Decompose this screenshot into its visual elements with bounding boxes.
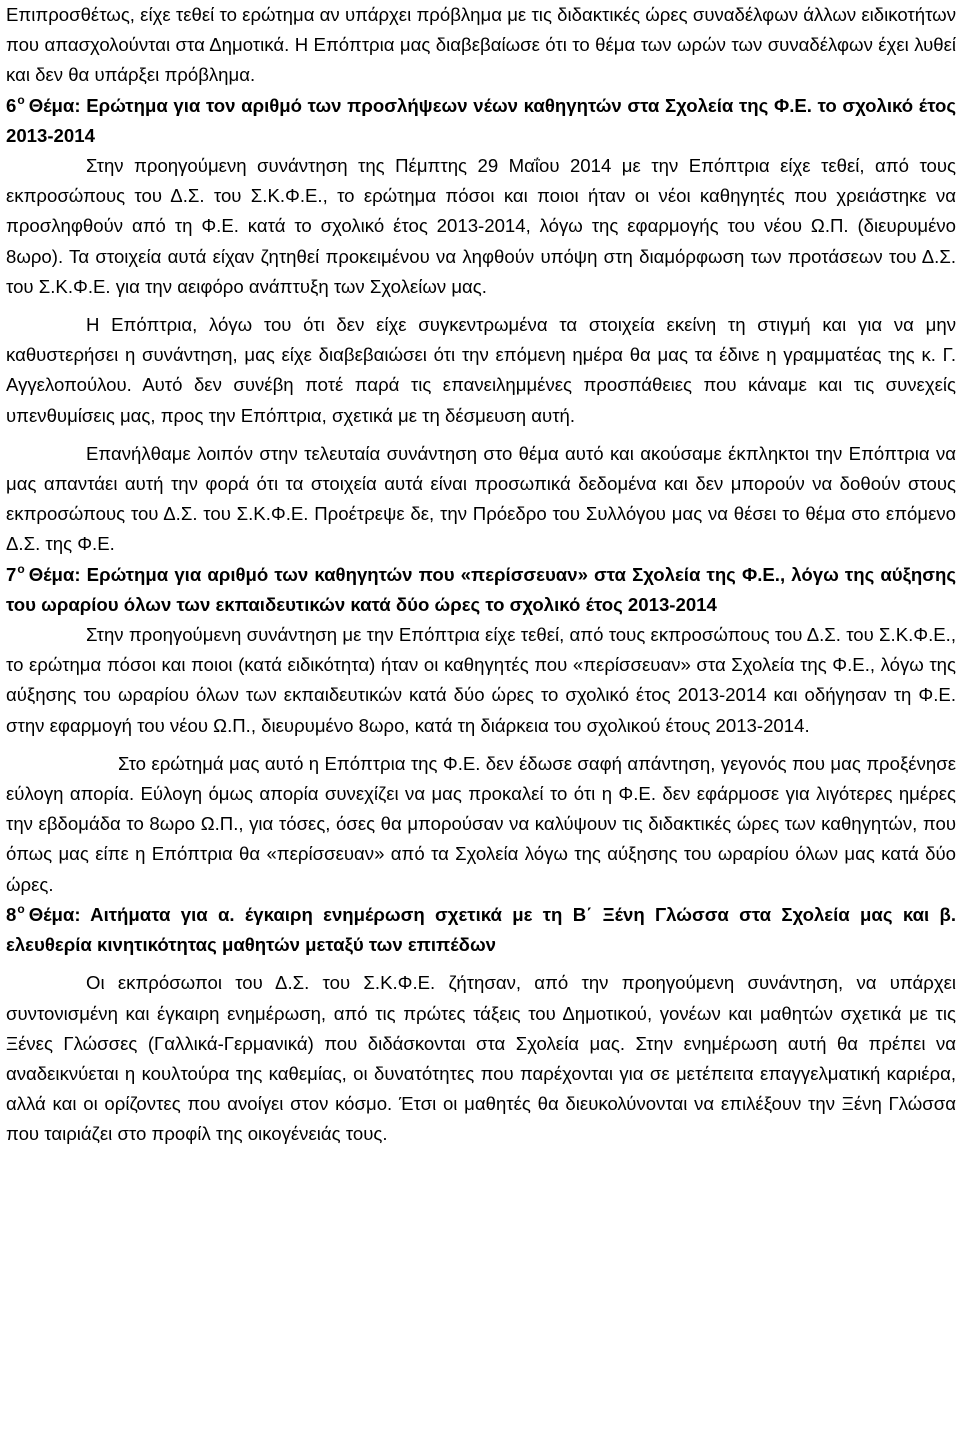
heading-topic-7 [6, 560, 956, 620]
paragraph-7a: Στην προηγούμενη συνάντηση με την Επόπτρια είχε τεθεί, από τους εκπροσώπους του Δ.Σ. του Σ.Κ.Φ.Ε., το ερώτημα πόσοι και ποιοι (κατά ειδικότητα) ήταν οι καθηγητές που «περίσσευαν» στα Σχολεία της Φ.Ε., λόγω της αύξησης του ωραρίου όλων των εκπαιδευτικών κατά δύο ώρες το σχολικό έτος 2013-2014 και οδήγησαν τη Φ.Ε. στην εφαρμογή του νέου Ω.Π., διευρυμένο 8ωρο, κατά τη διάρκεια του σχολικού έτους 2013-2014. [6, 624, 956, 736]
paragraph-6b: Η Επόπτρια, λόγω του ότι δεν είχε συγκεντρωμένα τα στοιχεία εκείνη τη στιγμή και για να μην καθυστερήσει η συνάντηση, μας είχε διαβεβαιώσει ότι την επόμενη ημέρα θα μας τα έδινε η γραμματέας της κ. Γ. Αγγελοπούλου. Αυτό δεν συνέβη ποτέ παρά τις επανειλημμένες προσπάθειες που κάναμε και τις συνεχείς υπενθυμίσεις μας, προς την Επόπτρια, σχετικά με τη δέσμευση αυτή. [6, 314, 956, 426]
heading-number: 6 [6, 94, 17, 116]
paragraph-6c: Επανήλθαμε λοιπόν στην τελευταία συνάντηση στο θέμα αυτό και ακούσαμε έκπληκτοι την Επόπτρια να μας απαντάει αυτή την φορά ότι τα στοιχεία αυτά είναι προσωπικά δεδομένα και δεν μπορούν να δοθούν στους εκπροσώπους του Δ.Σ. του Σ.Κ.Φ.Ε. Προέτρεψε δε, την Πρόεδρο του Συλλόγου μας να θέσει το θέμα στο επόμενο Δ.Σ. της Φ.Ε. [6, 442, 956, 555]
heading-ordinal-sup: ο [17, 901, 25, 916]
heading-number: 8 [6, 903, 17, 925]
paragraph-7b: Στο ερώτημά μας αυτό η Επόπτρια της Φ.Ε. δεν έδωσε σαφή απάντηση, γεγονός που μας προξένησε εύλογη απορία. Εύλογη όμως απορία συνεχίζει να μας προκαλεί το ότι η Φ.Ε. δεν εφάρμοσε για λιγότερες ημέρες την εβδομάδα το 8ωρο Ω.Π., για τόσες, όσες θα μπορούσαν να καλύψουν τις διδακτικές ώρες των καθηγητών, που όπως μας είπε η Επόπτρια θα «περίσσευαν» από τα Σχολεία λόγω της αύξησης του ωραρίου όλων μας κατά δύο ώρες. [6, 752, 956, 895]
heading-ordinal-sup: ο [17, 92, 25, 107]
heading-text: Θέμα: Ερώτημα για τον αριθμό των προσλήψεων νέων καθηγητών στα Σχολεία της Φ.Ε. το σχολικό έτος 2013-2014 [6, 94, 956, 146]
heading-topic-6 [6, 91, 956, 151]
heading-text: Θέμα: Ερώτημα για αριθμό των καθηγητών που «περίσσευαν» στα Σχολεία της Φ.Ε., λόγω της αύξησης του ωραρίου όλων των εκπαιδευτικών κατά δύο ώρες το σχολικό έτος 2013-2014 [6, 563, 956, 615]
heading-topic-8 [6, 900, 956, 960]
heading-ordinal-sup: ο [17, 561, 25, 576]
paragraph-8a: Οι εκπρόσωποι του Δ.Σ. του Σ.Κ.Φ.Ε. ζήτησαν, από την προηγούμενη συνάντηση, να υπάρχει συντονισμένη και έγκαιρη ενημέρωση, από τις πρώτες τάξεις του Δημοτικού, γονέων και μαθητών σχετικά με τις Ξένες Γλώσσες (Γαλλικά-Γερμανικά) που διδάσκονται στα Σχολεία μας. Στην ενημέρωση αυτή θα πρέπει να αναδεικνύεται η κουλτούρα της καθεμίας, οι δυνατότητες που παρέχονται για σε μετέπειτα επαγγελματική καριέρα, αλλά και οι ορίζοντες που ανοίγει στον κόσμο. Έτσι οι μαθητές θα διευκολύνονται να επιλέξουν την Ξένη Γλώσσα που ταιριάζει στο προφίλ της οικογένειάς τους. [6, 972, 956, 1145]
heading-text: Θέμα: Αιτήματα για α. έγκαιρη ενημέρωση σχετικά με τη Β΄ Ξένη Γλώσσα στα Σχολεία μας και β. ελευθερία κινητικότητας μαθητών μεταξύ των επιπέδων [6, 903, 956, 956]
document-body [6, 0, 956, 1150]
heading-number: 7 [6, 563, 17, 585]
paragraph-6a: Στην προηγούμενη συνάντηση της Πέμπτης 29 Μαΐου 2014 με την Επόπτρια είχε τεθεί, από τους εκπροσώπους του Δ.Σ. του Σ.Κ.Φ.Ε., το ερώτημα πόσοι και ποιοι ήταν οι νέοι καθηγητές που χρειάστηκε να προσληφθούν από τη Φ.Ε. κατά το σχολικό έτος 2013-2014, λόγω της εφαρμογής του νέου Ω.Π. (διευρυμένο 8ωρο). Τα στοιχεία αυτά είχαν ζητηθεί προκειμένου να ληφθούν υπόψη στη διαμόρφωση των προτάσεων του Δ.Σ. του Σ.Κ.Φ.Ε. για την αειφόρο ανάπτυξη των Σχολείων μας. [6, 155, 956, 297]
paragraph-intro: Επιπροσθέτως, είχε τεθεί το ερώτημα αν υπάρχει πρόβλημα με τις διδακτικές ώρες συναδέλφων άλλων ειδικοτήτων που απασχολούνται στα Δημοτικά. Η Επόπτρια μας διαβεβαίωσε ότι το θέμα των ωρών των συναδέλφων έχει λυθεί και δεν θα υπάρξει πρόβλημα. [6, 4, 956, 86]
